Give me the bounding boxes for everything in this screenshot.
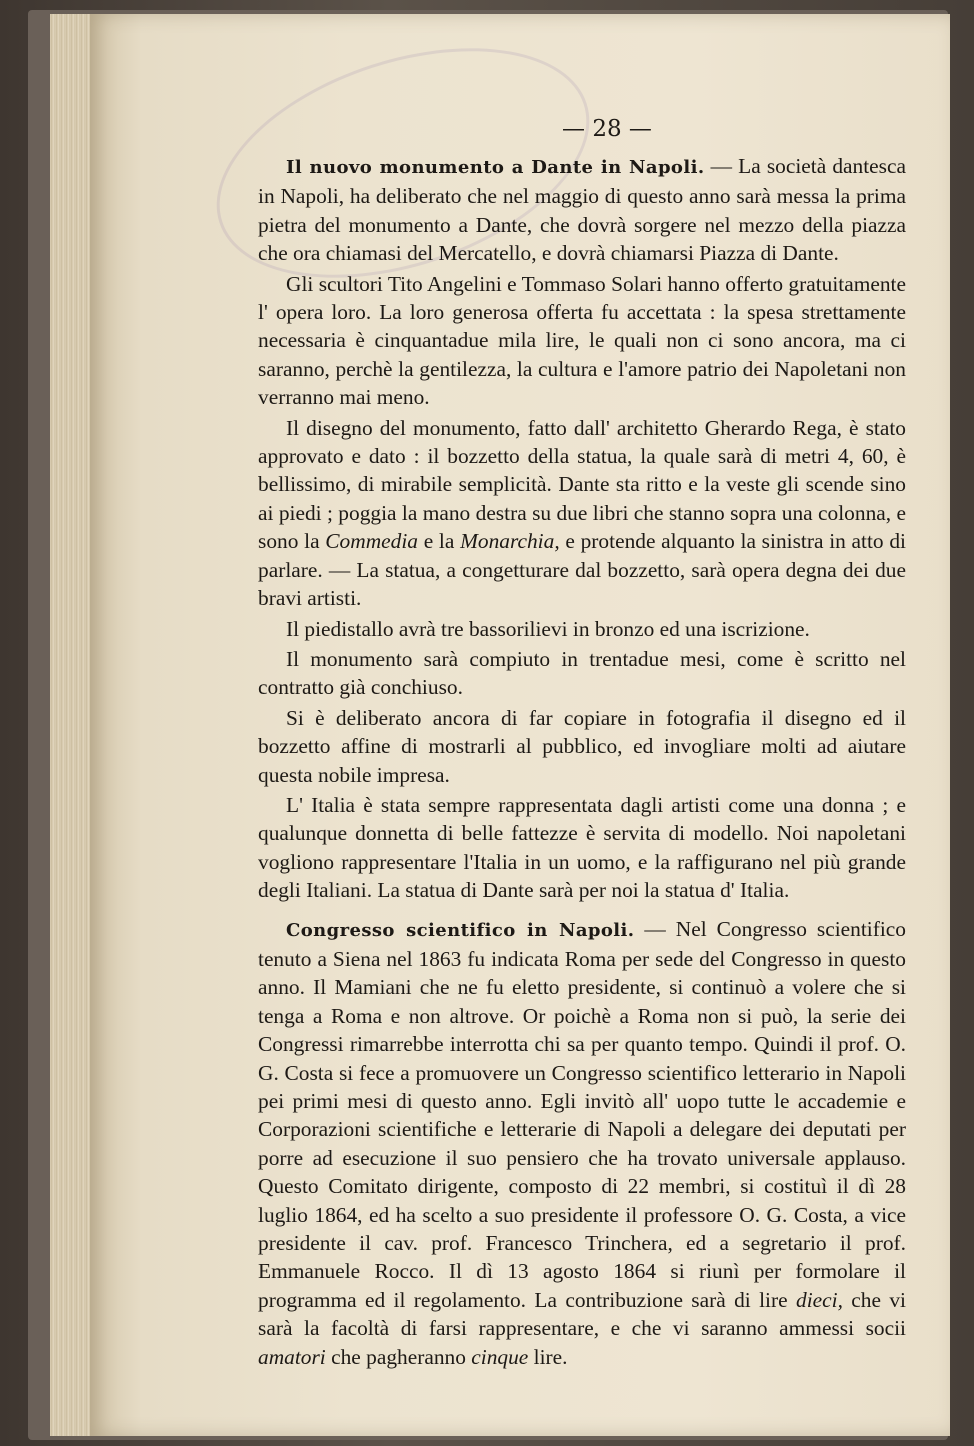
section2-text-c: che pagheranno <box>331 1344 466 1369</box>
section1-paragraph-5: Il monumento sarà compiuto in trentadue mesi, come è scritto nel contratto già conchiuso. <box>258 646 906 700</box>
section1-title: Il nuovo monumento a Dante in Napoli. <box>286 157 705 178</box>
section1-paragraph-1 <box>258 152 906 268</box>
cinque-word: cinque <box>471 1344 529 1369</box>
section2-text-b: che vi sarà la facoltà di farsi rappresentare, e che vi saranno ammessi socii <box>258 1287 906 1341</box>
section1-text-3: Il disegno del monumento, fatto dall' architetto Gherardo Rega, è stato approvato e dato : il bozzetto della statua, la quale sarà di metri 4, 60, è bellissimo, di mirabile semplicità. Dante sta ritto e la veste gli scende sino ai piedi ; poggia la mano destra su due libri che stanno sopra una colonna, e sono la <box>258 415 906 554</box>
page-text <box>258 152 906 1371</box>
section2-text-a: — Nel Congresso scientifico tenuto a Siena nel 1863 fu indicata Roma per sede del Congresso in questo anno. Il Mamiani che ne fu eletto presidente, si continuò a volere che si tenga a Roma e non altrove. Or poichè a Roma non si può, la serie dei Congressi rimarrebbe interrotta chi sa per quanto tempo. Quindi il prof. O. G. Costa si fece a promuovere un Congresso scientifico letterario in Napoli pei primi mesi di questo anno. Egli invitò all' uopo tutte le accademie e Corporazioni scientifiche e letterarie di Napoli a delegare dei deputati per porre ad esecuzione il suo pensiero che ha trovato universale applauso. Questo Comitato dirigente, composto di 22 membri, si costituì il dì 28 luglio 1864, ed ha scelto a suo presidente il professore O. G. Costa, a vice presidente il cav. prof. Francesco Trinchera, ed a segretario il prof. Emmanuele Rocco. Il dì 13 agosto 1864 si riunì per formolare il programma ed il regolamento. La contribuzione sarà di lire <box>258 916 906 1312</box>
section1-paragraph-6: Si è deliberato ancora di far copiare in fotografia il disegno ed il bozzetto affine di mostrarli al pubblico, ed invogliare molti ad aiutare questa nobile impresa. <box>258 705 906 787</box>
section1-paragraph-3 <box>258 414 906 613</box>
section2-text-d: lire. <box>533 1344 568 1369</box>
section1-text-1: — La società dantesca in Napoli, ha deliberato che nel maggio di questo anno sarà messa la prima pietra del monumento a Dante, che dovrà sorgere nel mezzo della piazza che ora chiamasi del Mercatello, e dovrà chiamarsi Piazza di Dante. <box>258 154 906 266</box>
section-gap <box>258 905 906 915</box>
section2-paragraph <box>258 915 906 1372</box>
monarchia-title: Monarchia, <box>460 529 560 554</box>
page-number: — 28 — <box>562 116 652 142</box>
section2-title: Congresso scientifico in Napoli. <box>286 919 635 941</box>
section1-paragraph-2: Gli scultori Tito Angelini e Tommaso Solari hanno offerto gratuitamente l' opera loro. La loro generosa offerta fu accettata : la spesa strettamente necessaria è cinquantadue mila lire, le quali non ci sono ancora, ma ci saranno, perchè la gentilezza, la cultura e l'amore patrio dei Napoletani non verranno mai meno. <box>258 271 906 410</box>
section1-paragraph-4: Il piedistallo avrà tre bassorilievi in bronzo ed una iscrizione. <box>286 616 810 641</box>
amatori-word: amatori <box>258 1344 326 1369</box>
commedia-title: Commedia <box>325 529 418 554</box>
section1-paragraph-7: L' Italia è stata sempre rappresentata dagli artisti come una donna ; e qualunque donnetta di belle fattezze è servita di modello. Noi napoletani vogliono rappresentare l'Italia in un uomo, e la raffigurano nel più grande degli Italiani. La statua di Dante sarà per noi la statua d' Italia. <box>258 792 906 903</box>
section1-text-3-rest: e protende alquanto la sinistra in atto di parlare. — La statua, a congetturare dal bozzetto, sarà opera degna dei due bravi artisti. <box>258 529 906 611</box>
dieci-word: dieci, <box>796 1287 843 1312</box>
section1-text-3-and: e la <box>423 529 455 554</box>
